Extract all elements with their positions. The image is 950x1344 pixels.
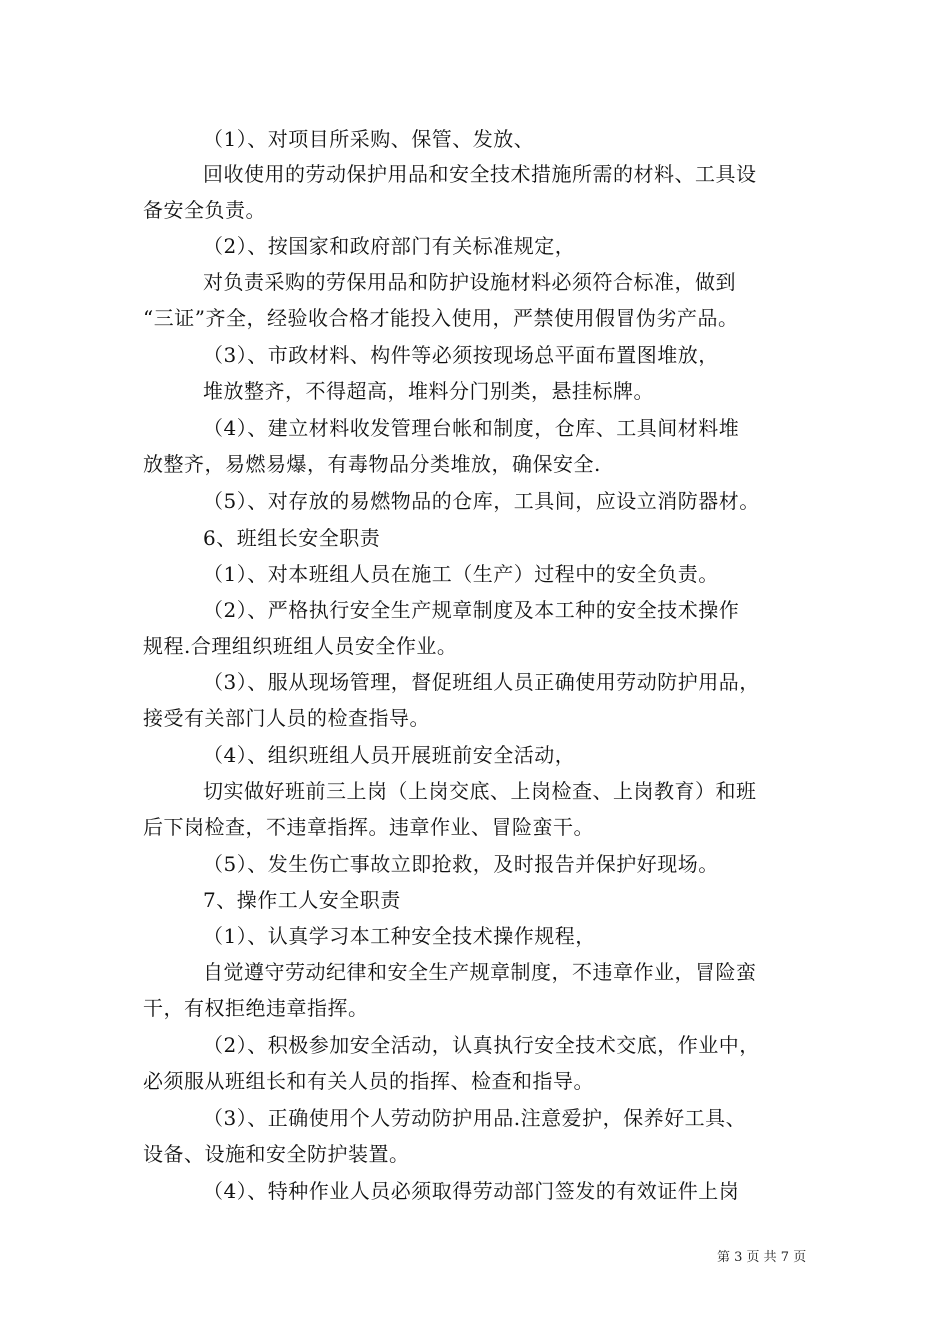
text-line: （1）、对本班组人员在施工（生产）过程中的安全负责。 — [203, 562, 719, 586]
text-line: 后下岗检查，不违章指挥。违章作业、冒险蛮干。 — [143, 815, 594, 839]
section-heading: 6、班组长安全职责 — [203, 526, 381, 550]
text-line: （4）、建立材料收发管理台帐和制度，仓库、工具间材料堆 — [203, 416, 740, 440]
text-line: （5）、发生伤亡事故立即抢救，及时报告并保护好现场。 — [203, 852, 719, 876]
text-line: 放整齐，易燃易爆，有毒物品分类堆放，确保安全. — [143, 452, 601, 476]
text-line: （4）、特种作业人员必须取得劳动部门签发的有效证件上岗 — [203, 1179, 740, 1203]
text-line: 必须服从班组长和有关人员的指挥、检查和指导。 — [143, 1069, 594, 1093]
text-line: （2）、按国家和政府部门有关标准规定， — [203, 234, 576, 258]
text-line: 备安全负责。 — [143, 198, 266, 222]
text-line: （2）、严格执行安全生产规章制度及本工种的安全技术操作 — [203, 598, 740, 622]
section-heading: 7、操作工人安全职责 — [203, 888, 401, 912]
text-line: （3）、市政材料、构件等必须按现场总平面布置图堆放， — [203, 343, 719, 367]
text-line: （4）、组织班组人员开展班前安全活动， — [203, 743, 576, 767]
text-line: 规程.合理组织班组人员安全作业。 — [143, 634, 458, 658]
text-line: 接受有关部门人员的检查指导。 — [143, 706, 430, 730]
text-line: 干，有权拒绝违章指挥。 — [143, 996, 369, 1020]
text-line: （1）、认真学习本工种安全技术操作规程， — [203, 924, 596, 948]
text-line: （5）、对存放的易燃物品的仓库，工具间，应设立消防器材。 — [203, 489, 760, 513]
text-line: （3）、正确使用个人劳动防护用品.注意爱护，保养好工具、 — [203, 1106, 747, 1130]
text-line: 切实做好班前三上岗（上岗交底、上岗检查、上岗教育）和班 — [203, 779, 757, 803]
text-line: 堆放整齐，不得超高，堆料分门别类，悬挂标牌。 — [203, 379, 654, 403]
text-line: 对负责采购的劳保用品和防护设施材料必须符合标准，做到 — [203, 270, 736, 294]
text-line: 设备、设施和安全防护装置。 — [143, 1142, 410, 1166]
text-line: （1）、对项目所采购、保管、发放、 — [203, 127, 535, 151]
text-line: 自觉遵守劳动纪律和安全生产规章制度，不违章作业，冒险蛮 — [203, 960, 757, 984]
text-line: 回收使用的劳动保护用品和安全技术措施所需的材料、工具设 — [203, 162, 757, 186]
page-number: 第 3 页 共 7 页 — [717, 1250, 807, 1265]
text-line: “三证”齐全，经验收合格才能投入使用，严禁使用假冒伪劣产品。 — [143, 306, 739, 330]
text-line: （3）、服从现场管理，督促班组人员正确使用劳动防护用品， — [203, 670, 760, 694]
text-line: （2）、积极参加安全活动，认真执行安全技术交底，作业中， — [203, 1033, 760, 1057]
